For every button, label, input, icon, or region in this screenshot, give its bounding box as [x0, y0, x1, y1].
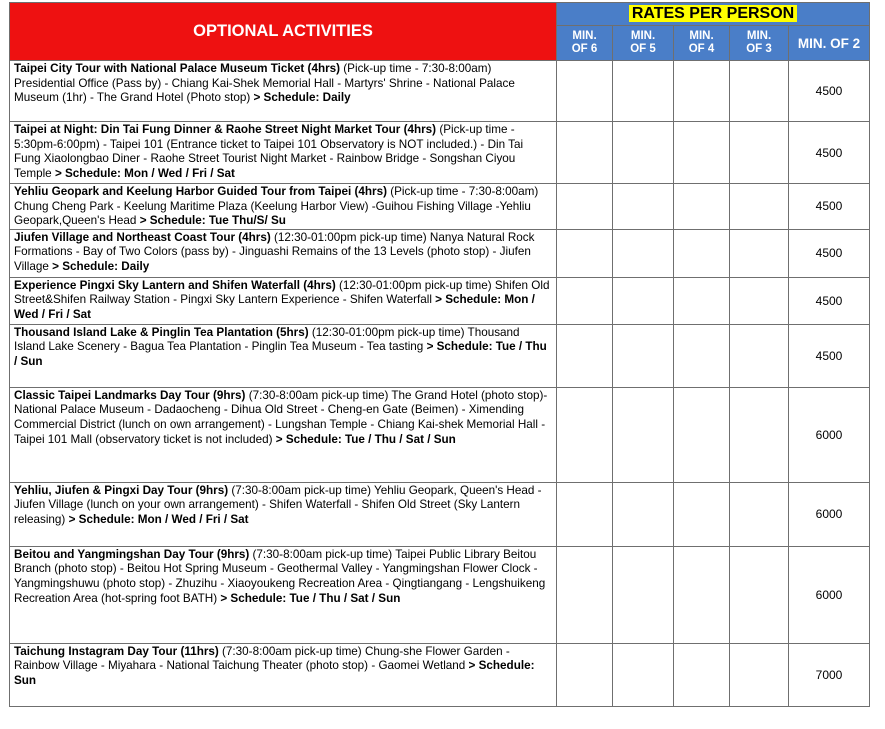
- activity-schedule: > Schedule: Mon / Wed / Fri / Sat: [54, 166, 235, 180]
- activity-title: Jiufen Village and Northeast Coast Tour (4hrs): [14, 230, 271, 244]
- table-row: [10, 122, 870, 184]
- activity-description: [10, 482, 557, 546]
- activity-schedule: > Schedule: Tue Thu/S/ Su: [139, 214, 286, 228]
- table-row: [10, 184, 870, 230]
- activity-schedule: > Schedule: Mon / Wed / Fri / Sat: [68, 512, 249, 526]
- table-row: [10, 482, 870, 546]
- table-row: [10, 546, 870, 643]
- activity-schedule: > Schedule: Tue / Thu / Sat / Sun: [220, 591, 401, 605]
- activity-title: Yehliu Geopark and Keelung Harbor Guided Tour from Taipei (4hrs): [14, 185, 387, 198]
- rate-min-4: [674, 184, 730, 230]
- activity-description: [10, 61, 557, 122]
- rate-min-6: [557, 324, 613, 387]
- col-min-6: MIN. OF 6: [557, 26, 613, 61]
- rate-min-2: 6000: [789, 387, 870, 482]
- activity-title: Taipei at Night: Din Tai Fung Dinner & Raohe Street Night Market Tour (4hrs): [14, 123, 437, 136]
- rate-min-6: [557, 643, 613, 706]
- activity-details: (Pick-up time - 7:30-8:00am) Chung Cheng Park - Keelung Maritime Plaza (Keelung Harbor View) -Guihou Fishing Village -Yehliu Geopark,Queen's Head: [14, 185, 539, 228]
- rate-min-3: [730, 387, 789, 482]
- section-title: OPTIONAL ACTIVITIES: [10, 3, 557, 61]
- rate-min-6: [557, 229, 613, 277]
- col-min-3: MIN. OF 3: [730, 26, 789, 61]
- activity-description: [10, 277, 557, 324]
- rate-min-3: [730, 482, 789, 546]
- rate-min-2: 7000: [789, 643, 870, 706]
- rate-min-3: [730, 61, 789, 122]
- rate-min-5: [613, 229, 674, 277]
- rate-min-5: [613, 387, 674, 482]
- rate-min-2: 4500: [789, 184, 870, 230]
- rate-min-4: [674, 387, 730, 482]
- rate-min-2: 6000: [789, 546, 870, 643]
- rate-min-5: [613, 482, 674, 546]
- table-row: [10, 643, 870, 706]
- activity-description: [10, 546, 557, 643]
- rate-min-5: [613, 546, 674, 643]
- rate-min-4: [674, 229, 730, 277]
- rates-label: RATES PER PERSON: [629, 5, 797, 22]
- rate-min-3: [730, 324, 789, 387]
- activity-title: Experience Pingxi Sky Lantern and Shifen Waterfall (4hrs): [14, 278, 336, 292]
- activity-description: [10, 184, 557, 230]
- activity-description: [10, 324, 557, 387]
- activity-schedule: > Schedule: Tue / Thu / Sat / Sun: [275, 432, 456, 446]
- rate-min-5: [613, 122, 674, 184]
- rate-min-4: [674, 643, 730, 706]
- rate-min-3: [730, 546, 789, 643]
- rate-min-6: [557, 277, 613, 324]
- activity-title: Taipei City Tour with National Palace Museum Ticket (4hrs): [14, 62, 341, 75]
- rate-min-4: [674, 61, 730, 122]
- rate-min-2: 6000: [789, 482, 870, 546]
- rate-min-4: [674, 546, 730, 643]
- table-row: [10, 61, 870, 122]
- activity-schedule: > Schedule: Mon / Wed / Fri / Sat: [14, 293, 535, 321]
- rate-min-6: [557, 387, 613, 482]
- activity-details: (12:30-01:00pm pick-up time) Nanya Natural Rock Formations - Bay of Two Colors (pass by) - Jinguashi Remains of the 13 Levels (photo stop) - Jiufen Village: [14, 230, 535, 273]
- rate-min-4: [674, 482, 730, 546]
- table-row: [10, 387, 870, 482]
- rate-min-5: [613, 61, 674, 122]
- activity-description: [10, 643, 557, 706]
- activity-description: [10, 229, 557, 277]
- activity-details: (12:30-01:00pm pick-up time) Thousand Island Lake Scenery - Bagua Tea Plantation - Pinglin Tea Museum - Tea tasting: [14, 325, 520, 354]
- activity-title: Beitou and Yangmingshan Day Tour (9hrs): [14, 547, 250, 561]
- rates-header: [557, 3, 870, 26]
- rate-min-6: [557, 482, 613, 546]
- rate-min-4: [674, 277, 730, 324]
- rate-min-6: [557, 184, 613, 230]
- activity-details: (7:30-8:00am pick-up time) Yehliu Geopark, Queen's Head - Jiufen Village (lunch on your own arrangement) - Shifen Waterfall - Shifen Old Street (Sky Lantern releasing): [14, 483, 542, 526]
- activity-title: Thousand Island Lake & Pinglin Tea Plantation (5hrs): [14, 325, 309, 339]
- rate-min-3: [730, 277, 789, 324]
- table-row: [10, 277, 870, 324]
- activity-schedule: > Schedule: Sun: [14, 659, 535, 687]
- table-row: [10, 229, 870, 277]
- activity-details: (Pick-up time - 5:30pm-6:00pm) - Taipei 101 (Entrance ticket to Taipei 101 Observatory is NOT included.) - Din Tai Fung Xiaolongbao Diner - Raohe Street Tourist Night Market - Rainbow Bridge - Songshan Ciyou Temple: [14, 123, 524, 180]
- rate-min-3: [730, 643, 789, 706]
- rate-min-6: [557, 61, 613, 122]
- activity-details: (Pick-up time - 7:30-8:00am) Presidential Office (Pass by) - Chiang Kai-Shek Memorial Hall - Martyrs' Shrine - National Palace Museum (1hr) - The Grand Hotel (Photo stop): [14, 62, 515, 105]
- rate-min-3: [730, 122, 789, 184]
- optional-activities-table: [9, 2, 870, 707]
- activity-details: (12:30-01:00pm pick-up time) Shifen Old Street&Shifen Railway Station - Pingxi Sky Lantern Experience - Shifen Waterfall: [14, 278, 550, 307]
- activity-schedule: > Schedule: Daily: [253, 91, 351, 105]
- rate-min-2: 4500: [789, 122, 870, 184]
- table-row: [10, 324, 870, 387]
- activity-details: (7:30-8:00am pick-up time) Chung-she Flower Garden - Rainbow Village - Miyahara - National Taichung Theater (photo stop) - Gaomei Wetland: [14, 644, 510, 673]
- rate-min-4: [674, 324, 730, 387]
- rate-min-6: [557, 122, 613, 184]
- rate-min-2: 4500: [789, 324, 870, 387]
- rate-min-5: [613, 184, 674, 230]
- rate-min-5: [613, 277, 674, 324]
- col-min-2: MIN. OF 2: [789, 26, 870, 61]
- activity-description: [10, 387, 557, 482]
- activity-description: [10, 122, 557, 184]
- rate-min-2: 4500: [789, 229, 870, 277]
- activity-details: (7:30-8:00am pick-up time) The Grand Hotel (photo stop)- National Palace Museum - Dadaocheng - Dihua Old Street - Cheng-en Gate (Beimen) - Ximending Commercial District (lunch on own arrangement) - Lungshan Temple - Chiang Kai-shek Memorial Hall - Taipei 101 Mall (observatory ticket is not included): [14, 388, 548, 446]
- activity-details: (7:30-8:00am pick-up time) Taipei Public Library Beitou Branch (photo stop) - Beitou Hot Spring Museum - Geothermal Valley - Yangmingshan Flower Clock - Yangmingshuwu (photo stop) - Zhuzihu - Xiaoyoukeng Recreation Area - Qingtiangang - Lengshuikeng Recreation Area (hot-spring foot BATH): [14, 547, 546, 605]
- rate-min-6: [557, 546, 613, 643]
- rate-min-3: [730, 229, 789, 277]
- activity-schedule: > Schedule: Tue / Thu / Sun: [14, 340, 547, 368]
- rate-min-2: 4500: [789, 61, 870, 122]
- col-min-5: MIN. OF 5: [613, 26, 674, 61]
- col-min-4: MIN. OF 4: [674, 26, 730, 61]
- activity-title: Taichung Instagram Day Tour (11hrs): [14, 644, 219, 658]
- rate-min-3: [730, 184, 789, 230]
- activity-title: Yehliu, Jiufen & Pingxi Day Tour (9hrs): [14, 483, 229, 497]
- activity-schedule: > Schedule: Daily: [52, 259, 150, 273]
- rate-min-5: [613, 643, 674, 706]
- rate-min-4: [674, 122, 730, 184]
- rate-min-5: [613, 324, 674, 387]
- rate-min-2: 4500: [789, 277, 870, 324]
- activity-title: Classic Taipei Landmarks Day Tour (9hrs): [14, 388, 246, 402]
